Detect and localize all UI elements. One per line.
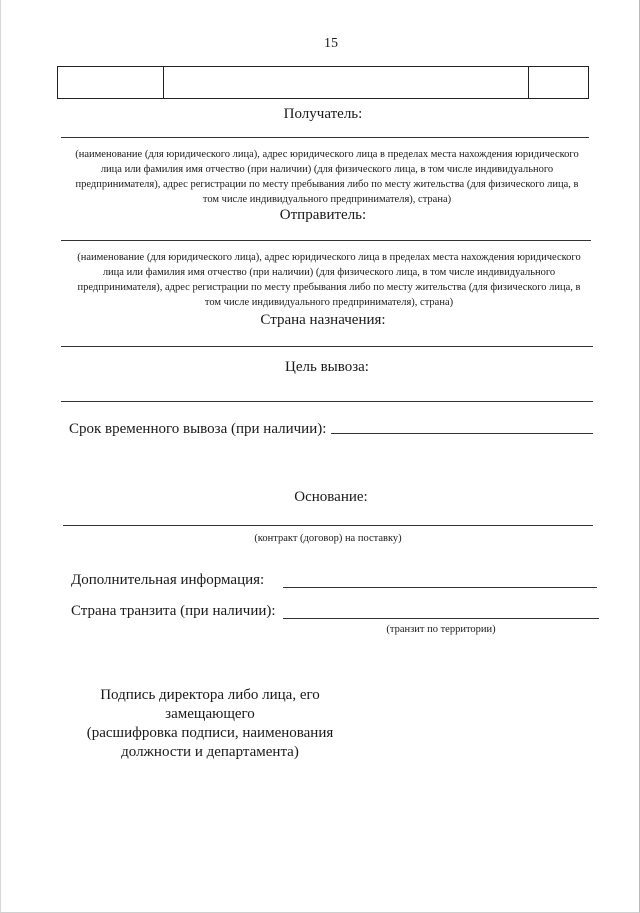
destination-country-field-line[interactable] — [61, 346, 593, 347]
signature-line-4: должности и департамента) — [121, 744, 299, 760]
signature-block — [75, 686, 345, 762]
sender-note: (наименование (для юридического лица), адрес юридического лица в пределах места нахождения юридического лица или фамилия имя отчество (при наличии) (для физического лица, в том числе индивидуального предпринимателя), адрес регистрации по месту пребывания либо по месту жительства (для физического лица, в том числе индивидуального предпринимателя), страна) — [77, 252, 581, 308]
recipient-note: (наименование (для юридического лица), адрес юридического лица в пределах места нахождения юридического лица или фамилия имя отчество (при наличии) (для физического лица, в том числе индивидуального предпринимателя), адрес регистрации по месту пребывания либо по месту жительства (для физического лица, в том числе индивидуального предпринимателя), страна) — [75, 149, 579, 205]
signature-line-1: Подпись директора либо лица, его — [100, 687, 320, 703]
signature-line-2: замещающего — [165, 706, 255, 722]
basis-field-line[interactable] — [63, 525, 593, 526]
header-table-cell-1[interactable] — [58, 67, 164, 98]
basis-note: (контракт (договор) на поставку) — [254, 533, 402, 544]
sender-field-line[interactable] — [61, 240, 591, 241]
basis-label: Основание: — [294, 489, 368, 505]
header-table-cell-3[interactable] — [529, 67, 588, 98]
destination-country-label: Страна назначения: — [260, 312, 386, 328]
signature-line-3: (расшифровка подписи, наименования — [86, 725, 334, 741]
transit-country-field-line[interactable] — [283, 618, 599, 619]
transit-country-note: (транзит по территории) — [386, 624, 496, 635]
sender-label: Отправитель: — [279, 207, 367, 223]
recipient-label: Получатель: — [283, 106, 363, 122]
page-number: 15 — [324, 36, 338, 51]
recipient-field-line[interactable] — [61, 137, 589, 138]
export-purpose-field-line[interactable] — [61, 401, 593, 402]
header-table-cell-2[interactable] — [164, 67, 529, 98]
temporary-export-field-line[interactable] — [331, 433, 593, 434]
header-table-row — [57, 66, 589, 99]
additional-info-label: Дополнительная информация: — [71, 572, 265, 588]
transit-country-label: Страна транзита (при наличии): — [71, 603, 276, 619]
export-purpose-label: Цель вывоза: — [285, 359, 369, 375]
additional-info-field-line[interactable] — [283, 587, 597, 588]
temporary-export-label: Срок временного вывоза (при наличии): — [69, 421, 327, 437]
